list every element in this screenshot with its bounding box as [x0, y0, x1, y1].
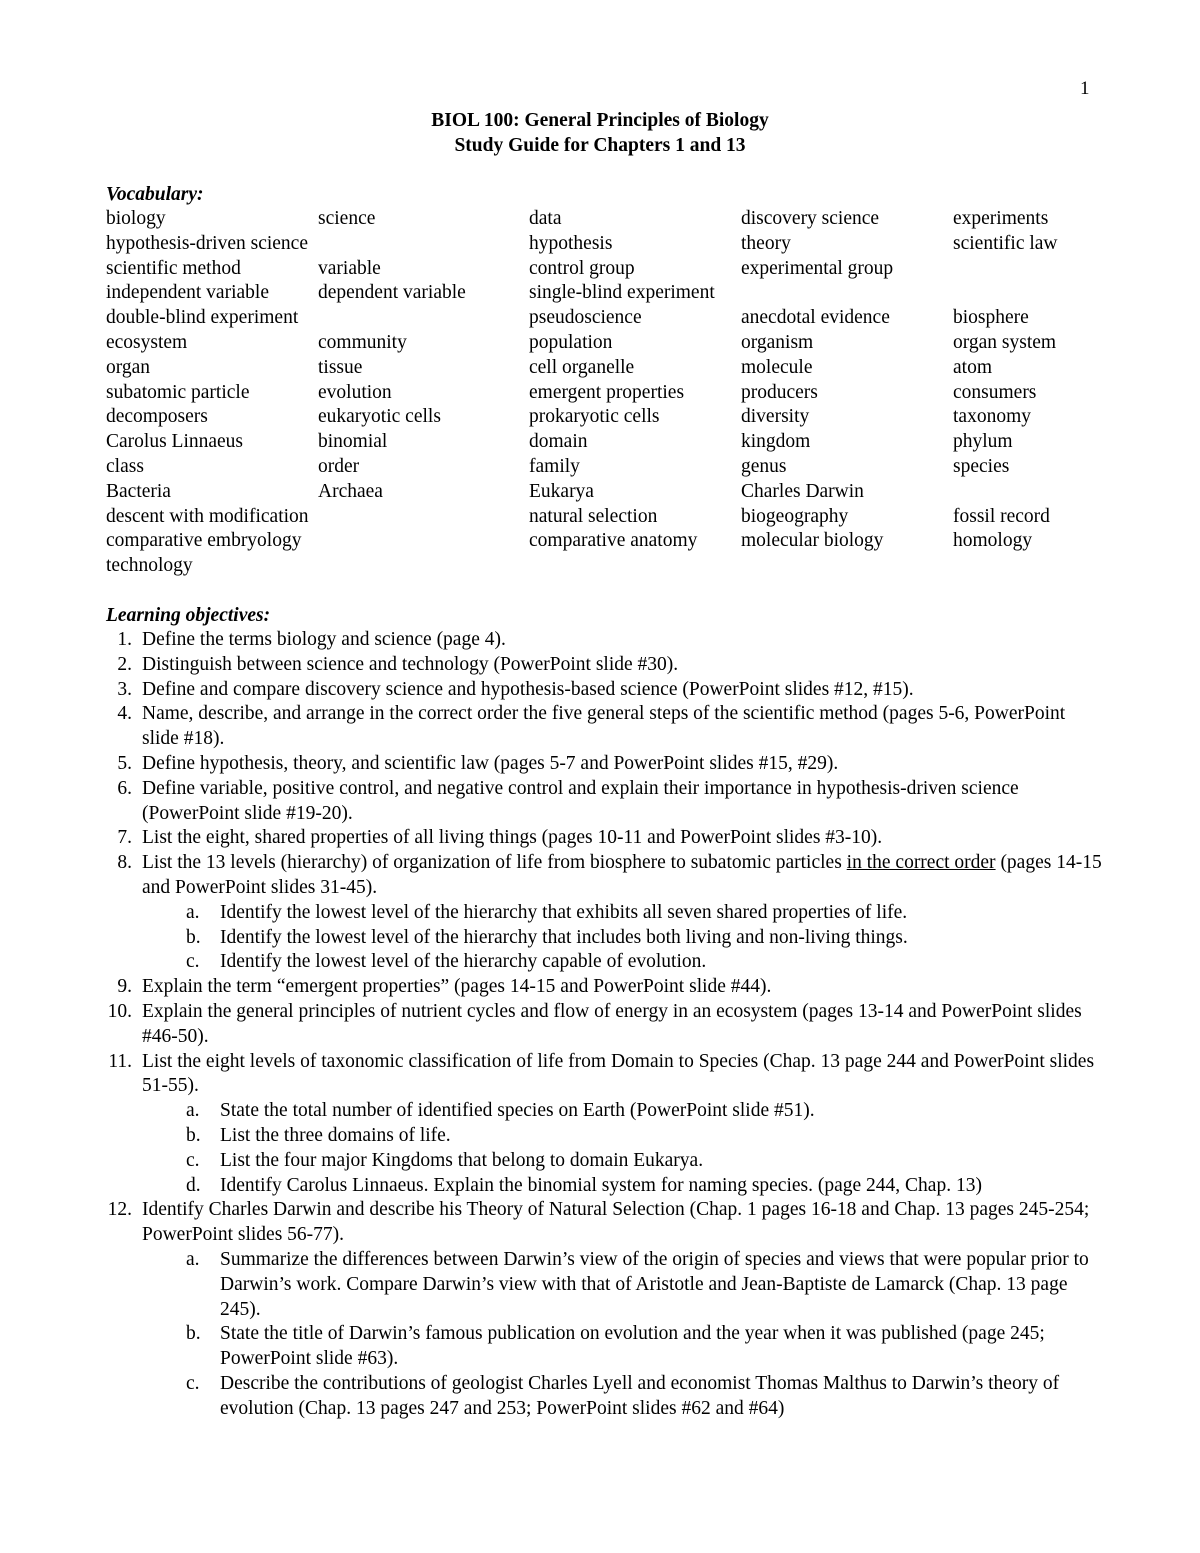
vocabulary-term: organism: [741, 331, 814, 353]
objective-text-underlined: in the correct order: [846, 852, 996, 874]
objective-text: List the eight, shared properties of all living things (pages 10-11 and PowerPoint slides #3-10).: [142, 827, 883, 849]
objective-number: 7.: [117, 827, 132, 849]
learning-objectives-heading: Learning objectives:: [106, 605, 271, 626]
vocabulary-term: diversity: [741, 406, 810, 428]
vocabulary-term: Bacteria: [106, 480, 171, 502]
objective-number: 8.: [117, 852, 132, 874]
vocabulary-term: organ: [106, 356, 151, 378]
vocabulary-term: emergent properties: [529, 381, 685, 403]
vocabulary-term: anecdotal evidence: [741, 307, 890, 329]
vocabulary-term: molecular biology: [741, 530, 884, 552]
objective-item: [106, 1198, 1106, 1248]
objective-item: [106, 653, 1106, 678]
vocabulary-term: science: [318, 208, 376, 229]
vocabulary-term: fossil record: [953, 505, 1050, 527]
vocabulary-term: pseudoscience: [529, 307, 642, 329]
vocabulary-term: kingdom: [741, 431, 811, 453]
objective-text: Define and compare discovery science and hypothesis-based science (PowerPoint slides #12, #15).: [142, 678, 914, 700]
objective-subitem: [106, 901, 1106, 926]
course-title: BIOL 100: General Principles of Biology: [431, 110, 769, 131]
objective-text: Define hypothesis, theory, and scientific law (pages 5-7 and PowerPoint slides #15, #29).: [142, 752, 839, 774]
objective-subitem-letter: c.: [186, 1372, 200, 1394]
objective-text: List the eight levels of taxonomic classification of life from Domain to Species (Chap. 13 page 244 and PowerPoint slides 51-55).: [142, 1050, 1095, 1097]
vocabulary-term: scientific law: [953, 232, 1058, 254]
vocabulary-term: population: [529, 331, 613, 353]
objective-subitem: [106, 1322, 1106, 1372]
vocabulary-heading: Vocabulary:: [106, 184, 204, 205]
objective-text: Name, describe, and arrange in the correct order the five general steps of the scientific method (pages 5-6, PowerPoint slide #18).: [142, 703, 1066, 750]
vocabulary-term: Archaea: [318, 480, 383, 502]
vocabulary-term: genus: [741, 455, 787, 477]
vocabulary-term: biogeography: [741, 505, 849, 527]
objective-text-part: (pages 14-15 and PowerPoint slides 31-45).: [142, 852, 1102, 898]
vocabulary-term: Charles Darwin: [741, 480, 864, 502]
vocabulary-term: technology: [106, 555, 193, 577]
vocabulary-term: eukaryotic cells: [318, 406, 441, 428]
objective-number: 4.: [117, 703, 132, 725]
vocabulary-term: producers: [741, 381, 818, 403]
objective-item: [106, 1050, 1106, 1100]
vocabulary-term: hypothesis: [529, 232, 613, 254]
objective-number: 1.: [117, 629, 132, 650]
vocabulary-term: biology: [106, 208, 166, 229]
vocabulary-term: evolution: [318, 381, 392, 403]
vocabulary-term: atom: [953, 356, 992, 378]
vocabulary-term: organ system: [953, 331, 1057, 353]
objective-text: Explain the general principles of nutrient cycles and flow of energy in an ecosystem (pages 13-14 and PowerPoint slides #46-50).: [142, 1000, 1082, 1047]
objective-subitem-text: Identify the lowest level of the hierarchy that includes both living and non-living things.: [220, 926, 908, 948]
vocabulary-term: experimental group: [741, 257, 894, 279]
vocabulary-term: ecosystem: [106, 331, 188, 353]
vocabulary-term: homology: [953, 530, 1033, 552]
objective-subitem-text: State the title of Darwin’s famous publication on evolution and the year when it was published (page 245; PowerPoint slide #63).: [220, 1323, 1045, 1370]
objective-subitem-text: State the total number of identified species on Earth (PowerPoint slide #51).: [220, 1100, 815, 1122]
objective-subitem-letter: c.: [186, 1149, 200, 1171]
objective-subitem-letter: c.: [186, 951, 200, 973]
objective-subitem: [106, 1174, 1106, 1199]
vocabulary-term: order: [318, 455, 360, 477]
vocabulary-term: comparative embryology: [106, 530, 302, 552]
objective-subitem-text: List the four major Kingdoms that belong to domain Eukarya.: [220, 1149, 704, 1171]
vocabulary-term: family: [529, 455, 580, 477]
objective-number: 2.: [117, 653, 132, 675]
vocabulary-term: Eukarya: [529, 480, 594, 502]
objective-subitem-text: Describe the contributions of geologist Charles Lyell and economist Thomas Malthus to Darwin’s theory of evolution (Chap. 13 pages 247 and 253; PowerPoint slides #62 and #64): [220, 1372, 1060, 1419]
vocabulary-term: dependent variable: [318, 282, 466, 304]
vocabulary-term: subatomic particle: [106, 381, 250, 403]
objective-text: Define variable, positive control, and negative control and explain their importance in hypothesis-driven science (PowerPoint slide #19-20).: [142, 777, 1019, 824]
page-number: 1: [1080, 78, 1090, 99]
vocabulary-term: prokaryotic cells: [529, 406, 660, 428]
vocabulary-term: hypothesis-driven science: [106, 232, 308, 254]
objective-item: [106, 1000, 1106, 1050]
objective-subitem: [106, 1124, 1106, 1149]
objective-subitem-letter: b.: [186, 1124, 201, 1146]
objective-subitem-letter: d.: [186, 1174, 201, 1196]
objective-number: 5.: [117, 752, 132, 774]
objective-subitem-letter: a.: [186, 1248, 200, 1270]
vocabulary-term: discovery science: [741, 208, 880, 229]
objective-subitem-text: List the three domains of life.: [220, 1124, 451, 1146]
vocabulary-term: double-blind experiment: [106, 307, 299, 329]
objective-item: [106, 777, 1106, 827]
objective-number: 11.: [108, 1050, 132, 1072]
objective-text-part: List the 13 levels (hierarchy) of organization of life from biosphere to subatomic particles: [142, 852, 847, 874]
vocabulary-term: decomposers: [106, 406, 208, 428]
objective-subitem-text: Identify the lowest level of the hierarchy capable of evolution.: [220, 951, 707, 973]
vocabulary-term: community: [318, 331, 407, 353]
learning-objectives-list: [106, 628, 1106, 1422]
vocabulary-term: class: [106, 455, 144, 477]
vocabulary-term: Carolus Linnaeus: [106, 431, 244, 453]
objective-subitem: [106, 1248, 1106, 1322]
vocabulary-term: biosphere: [953, 307, 1029, 329]
vocabulary-term: experiments: [953, 208, 1049, 229]
objective-number: 6.: [117, 777, 132, 799]
objective-subitem: [106, 1099, 1106, 1124]
objective-item: [106, 628, 1106, 653]
vocabulary-term: theory: [741, 232, 791, 254]
vocabulary-term: tissue: [318, 356, 363, 378]
objective-item: [106, 851, 1106, 901]
vocabulary-term: descent with modification: [106, 505, 309, 527]
vocabulary-term: control group: [529, 257, 635, 279]
vocabulary-term: variable: [318, 257, 381, 279]
objective-subitem: [106, 950, 1106, 975]
objective-item: [106, 975, 1106, 1000]
objective-subitem-text: Identify Carolus Linnaeus. Explain the binomial system for naming species. (page 244, Chap. 13): [220, 1174, 982, 1196]
vocabulary-term: phylum: [953, 431, 1013, 453]
objective-subitem: [106, 1372, 1106, 1422]
vocabulary-term: natural selection: [529, 505, 658, 527]
objective-subitem-letter: a.: [186, 1100, 200, 1122]
objective-subitem: [106, 926, 1106, 951]
objective-subitem-text: Identify the lowest level of the hierarchy that exhibits all seven shared properties of life.: [220, 901, 908, 923]
objective-number: 9.: [117, 976, 132, 998]
objective-subitem: [106, 1149, 1106, 1174]
objective-subitem-letter: b.: [186, 926, 201, 948]
vocabulary-term: independent variable: [106, 282, 269, 304]
vocabulary-term: binomial: [318, 431, 388, 453]
objective-text: [142, 852, 1102, 898]
objective-text: Define the terms biology and science (page 4).: [142, 629, 506, 650]
document-title: [0, 108, 1200, 158]
objective-number: 12.: [107, 1199, 132, 1221]
vocabulary-term: molecule: [741, 356, 813, 378]
objective-subitem-text: Summarize the differences between Darwin’s view of the origin of species and views that were popular prior to Darwin’s work. Compare Darwin’s view with that of Aristotle and Jean-Baptiste de Lamarck (Chap. 13 page 245).: [220, 1248, 1089, 1320]
objective-item: [106, 702, 1106, 752]
objective-item: [106, 752, 1106, 777]
objective-text: Identify Charles Darwin and describe his Theory of Natural Selection (Chap. 1 pages 16-18 and Chap. 13 pages 245-254; PowerPoint slides 56-77).: [142, 1199, 1090, 1246]
objective-subitem-letter: b.: [186, 1323, 201, 1345]
vocabulary-term: taxonomy: [953, 406, 1031, 428]
vocabulary-term: species: [953, 455, 1010, 477]
objective-text: Distinguish between science and technology (PowerPoint slide #30).: [142, 653, 679, 675]
vocabulary-term: cell organelle: [529, 356, 635, 378]
objective-number: 10.: [107, 1000, 132, 1022]
objective-text: Explain the term “emergent properties” (pages 14-15 and PowerPoint slide #44).: [142, 976, 772, 998]
objective-number: 3.: [117, 678, 132, 700]
objective-item: [106, 678, 1106, 703]
vocabulary-term: scientific method: [106, 257, 241, 279]
study-guide-title: Study Guide for Chapters 1 and 13: [454, 135, 746, 156]
objective-subitem-letter: a.: [186, 901, 200, 923]
vocabulary-term: domain: [529, 431, 588, 453]
vocabulary-term: data: [529, 208, 562, 229]
vocabulary-term: single-blind experiment: [529, 282, 715, 304]
vocabulary-term: consumers: [953, 381, 1037, 403]
vocabulary-term: comparative anatomy: [529, 530, 698, 552]
objective-item: [106, 826, 1106, 851]
